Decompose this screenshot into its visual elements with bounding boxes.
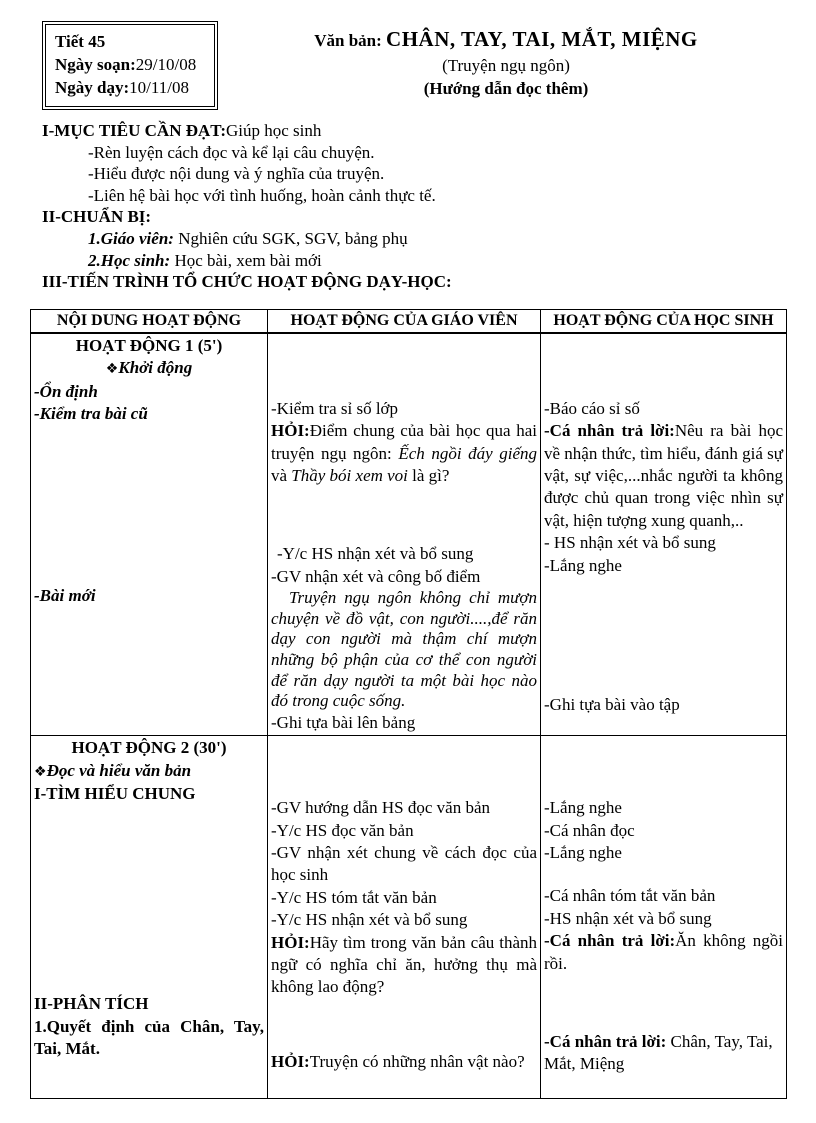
header-content-column: NỘI DUNG HOẠT ĐỘNG (31, 309, 268, 333)
date-prepared-line (55, 53, 205, 76)
date-taught-value: 10/11/08 (129, 78, 189, 97)
activity-1-row (31, 333, 787, 736)
answer-text: Ăn không ngồi rồi. (544, 931, 784, 973)
activity-2-content-cell (31, 736, 268, 1099)
title-main: CHÂN, TAY, TAI, MẮT, MIỆNG (386, 27, 698, 51)
preparation-teacher-label: 1.Giáo viên: (88, 228, 174, 248)
date-taught-line (55, 76, 205, 99)
student-line: - HS nhận xét và bổ sung (544, 533, 716, 553)
title-note: (Hướng dẫn đọc thêm) (423, 79, 589, 98)
answer-text: Nêu ra bài học về nhận thức, tìm hiểu, đánh giá sự vật, sự việc,...nhắc người ta không được chủ quan trong việc nhìn sự vật, hiện tượng xung quanh,.. (544, 421, 783, 530)
story-title: Ếch ngồi đáy giếng (398, 443, 537, 463)
student-line: -Lắng nghe (544, 798, 622, 818)
question-text: Hãy tìm trong văn bản câu thành ngữ có nghĩa chỉ ăn, hưởng thụ mà không lao động? (271, 932, 537, 997)
activity-2-row (31, 736, 787, 1099)
student-line: -HS nhận xét và bổ sung (544, 908, 712, 928)
activity-1-title: HOẠT ĐỘNG 1 (5') (75, 335, 223, 355)
teacher-quote-paragraph: Truyện ngụ ngôn không chỉ mượn chuyện về đồ vật, con người....,để răn dạy con người mà thậm chí mượn những bộ phận của cơ thể con người để răn dạy người ta một bài học nào đó trong cuộc sống. (271, 588, 537, 711)
activity-2-bullet-line (34, 760, 264, 783)
content-section-heading: I-TÌM HIỂU CHUNG (34, 783, 196, 803)
content-point: 1.Quyết định của Chân, Tay, Tai, Mắt. (34, 1016, 264, 1059)
objective-item: -Liên hệ bài học với tình huống, hoàn cảnh thực tế. (88, 185, 436, 205)
date-taught-label: Ngày dạy: (55, 78, 130, 97)
title-prefix: Văn bản: (314, 31, 387, 50)
date-prepared-label: Ngày soạn: (55, 55, 136, 74)
student-line: -Cá nhân đọc (544, 820, 635, 840)
process-heading: III-TIẾN TRÌNH TỔ CHỨC HOẠT ĐỘNG DẠY-HỌC: (42, 272, 452, 292)
preparation-teacher-line (42, 228, 786, 250)
teacher-line: -Kiểm tra sỉ số lớp (271, 398, 399, 418)
student-answer-3 (544, 1031, 783, 1076)
objectives-heading-line (42, 120, 786, 142)
table-header-row (31, 309, 787, 333)
student-line: -Lắng nghe (544, 842, 622, 862)
activity-1-student-cell (541, 333, 787, 736)
content-line: -Kiểm tra bài cũ (34, 403, 148, 423)
activity-1-bullet-line (34, 357, 264, 380)
student-line: -Báo cáo sỉ số (544, 398, 640, 418)
activities-table (30, 309, 787, 1099)
question-text: là gì? (407, 465, 450, 485)
teacher-line: -GV nhận xét và công bố điểm (271, 566, 481, 586)
answer-label: -Cá nhân trả lời: (544, 421, 675, 441)
student-line: -Lắng nghe (544, 555, 622, 575)
activity-2-title: HOẠT ĐỘNG 2 (30') (71, 738, 227, 758)
student-answer-1 (544, 420, 783, 532)
document-header (0, 0, 816, 118)
preparation-heading: II-CHUẨN BỊ: (42, 207, 152, 227)
teacher-line: -GV nhận xét chung về cách đọc của học sinh (271, 842, 537, 885)
preparation-student-text: Học bài, xem bài mới (170, 250, 322, 270)
teacher-question-3 (271, 1051, 537, 1073)
story-title: Thầy bói xem voi (291, 465, 408, 485)
teacher-line: -Y/c HS đọc văn bản (271, 820, 414, 840)
preparation-teacher-text: Nghiên cứu SGK, SGV, bảng phụ (173, 228, 408, 248)
diamond-bullet-icon: ❖ (34, 763, 47, 780)
question-text: Điểm chung của bài học qua hai truyện ngụ ngôn: (271, 421, 537, 463)
content-section-heading: II-PHÂN TÍCH (34, 994, 149, 1014)
date-prepared-value: 29/10/08 (135, 55, 197, 74)
teacher-question-1 (271, 420, 537, 487)
preparation-student-label: 2.Học sinh: (88, 250, 171, 270)
title-block (230, 26, 782, 100)
teacher-line: -Ghi tựa bài lên bảng (271, 712, 416, 732)
teacher-line: -Y/c HS nhận xét và bổ sung (271, 910, 468, 930)
teacher-line: -Y/c HS tóm tắt văn bản (271, 887, 437, 907)
content-line: -Bài mới (34, 586, 96, 606)
activity-1-content-cell (31, 333, 268, 736)
answer-label: -Cá nhân trả lời: (544, 931, 676, 951)
objective-item: -Rèn luyện cách đọc và kể lại câu chuyện. (88, 142, 375, 162)
content-line: -Ổn định (34, 381, 98, 401)
teacher-line: -Y/c HS nhận xét và bổ sung (277, 544, 474, 564)
page-title (230, 26, 782, 54)
title-genre: (Truyện ngụ ngôn) (442, 56, 570, 75)
lesson-number: Tiết 45 (55, 32, 106, 51)
header-student-column: HOẠT ĐỘNG CỦA HỌC SINH (541, 309, 787, 333)
question-label: HỎI: (271, 1051, 310, 1071)
lesson-info-box (45, 24, 215, 107)
teacher-line: -GV hướng dẫn HS đọc văn bản (271, 798, 491, 818)
activity-1-bullet-label: Khởi động (118, 358, 193, 378)
question-text: và (271, 465, 292, 485)
answer-text: Chân, Tay, Tai, Mắt, Miệng (544, 1032, 773, 1074)
activity-2-bullet-label: Đọc và hiểu văn bản (46, 760, 192, 780)
question-label: HỎI: (271, 932, 310, 952)
answer-label: -Cá nhân trả lời: (544, 1032, 667, 1051)
objectives-heading: I-MỤC TIÊU CẦN ĐẠT: (42, 121, 227, 140)
diamond-bullet-icon: ❖ (105, 361, 119, 378)
student-line: -Ghi tựa bài vào tập (544, 695, 680, 714)
preparation-student-line (42, 250, 786, 272)
objective-item: -Hiểu được nội dung và ý nghĩa của truyện. (88, 164, 385, 184)
question-label: HỎI: (271, 421, 310, 441)
activity-1-teacher-cell (268, 333, 541, 736)
objectives-heading-suffix: Giúp học sinh (226, 121, 322, 140)
question-text: Truyện có những nhân vật nào? (309, 1051, 525, 1071)
header-teacher-column: HOẠT ĐỘNG CỦA GIÁO VIÊN (268, 309, 541, 333)
student-line: -Cá nhân tóm tắt văn bản (544, 886, 716, 906)
teacher-question-2 (271, 932, 537, 999)
document-sections (42, 120, 786, 293)
student-answer-2 (544, 930, 783, 975)
activity-2-student-cell (541, 736, 787, 1099)
activity-2-teacher-cell (268, 736, 541, 1099)
